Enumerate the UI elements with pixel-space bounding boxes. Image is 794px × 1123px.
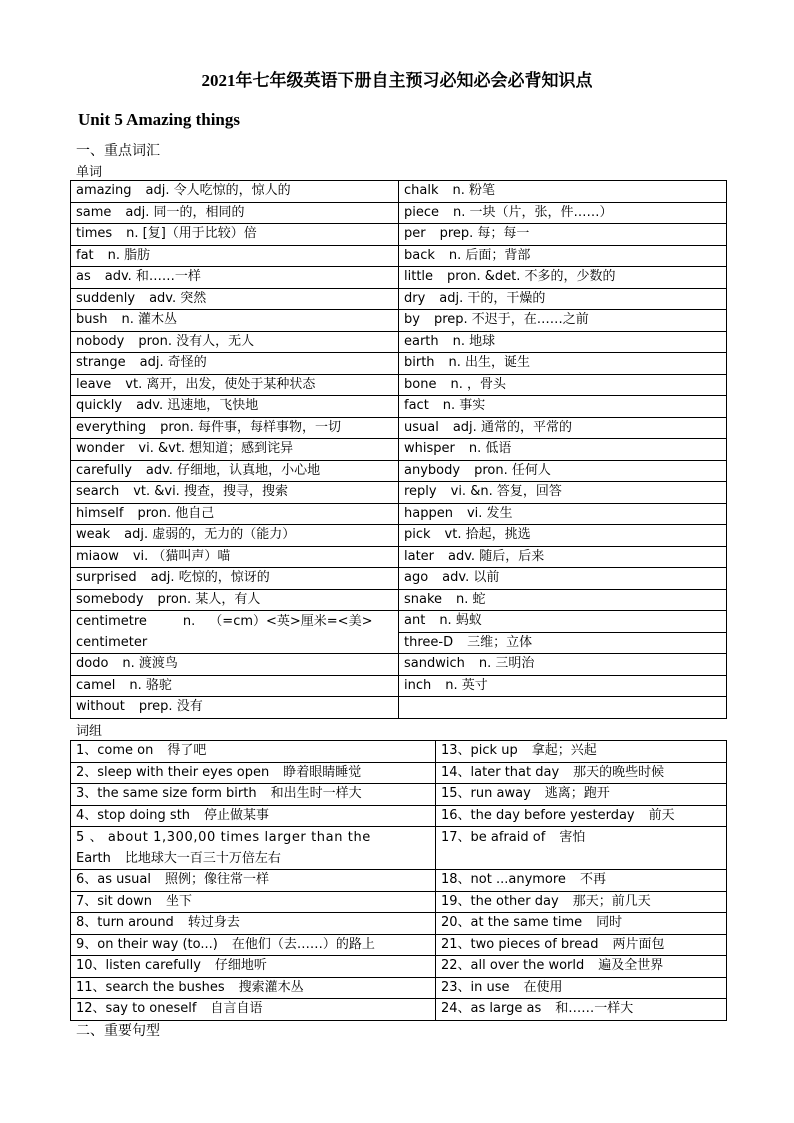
term: 22、all over the world: [441, 958, 585, 974]
definition: pron. 没有人，无人: [138, 333, 255, 349]
term: 14、later that day: [441, 764, 560, 780]
table-cell: [71, 353, 399, 375]
table-row: [71, 891, 727, 913]
definition: vt. 拾起，挑选: [444, 527, 531, 543]
table-cell: [71, 396, 399, 418]
definition: adj. 吃惊的，惊讶的: [150, 570, 270, 586]
table-row: [71, 267, 727, 289]
definition: vi. &vt. 想知道；感到诧异: [138, 441, 294, 457]
table-cell: [399, 697, 727, 719]
definition: pron. 每件事，每样事物，一切: [160, 419, 341, 435]
unit-title: Unit 5 Amazing things: [78, 110, 240, 129]
definition: 那天；前几天: [572, 893, 651, 909]
term: weak: [76, 527, 111, 543]
term-cont: Earth: [76, 851, 111, 866]
table-cell: [71, 331, 399, 353]
table-cell: [71, 827, 436, 870]
table-cell: [71, 697, 399, 719]
table-cell: [71, 611, 399, 654]
table-cell: [71, 503, 399, 525]
definition: 逃离；跑开: [544, 786, 610, 802]
term: suddenly: [76, 290, 136, 306]
words-table: [70, 180, 727, 719]
definition: pron. 某人，有人: [157, 591, 261, 607]
table-row: [71, 181, 727, 203]
definition: 拿起；兴起: [531, 743, 597, 759]
definition: 睁着眼睛睡觉: [283, 764, 362, 780]
term: surprised: [76, 570, 137, 586]
table-row: [71, 589, 727, 611]
table-cell: [399, 675, 727, 697]
table-cell: [71, 417, 399, 439]
definition: n. 脂肪: [107, 247, 151, 263]
term: 19、the other day: [441, 893, 559, 909]
term: inch: [404, 677, 432, 693]
definition: vt. &vi. 搜查，搜寻，搜索: [133, 484, 288, 500]
table-row: [71, 956, 727, 978]
phrases-label: 词组: [76, 724, 103, 739]
term: 9、on their way (to...): [76, 936, 218, 952]
term: somebody: [76, 591, 144, 607]
table-row: [71, 741, 727, 763]
table-cell: [71, 181, 399, 203]
definition: n. 骆驼: [129, 677, 172, 693]
table-row: [71, 654, 727, 676]
table-row: [71, 224, 727, 246]
table-row: [71, 374, 727, 396]
table-cell: [399, 482, 727, 504]
table-cell: [436, 762, 727, 784]
term: dodo: [76, 656, 109, 672]
definition: n. 英寸: [445, 677, 488, 693]
term: little: [404, 269, 434, 285]
definition: pron. &det. 不多的，少数的: [447, 269, 616, 285]
table-cell: [436, 934, 727, 956]
table-cell: [399, 288, 727, 310]
definition: n. 低语: [468, 441, 512, 457]
term: 23、in use: [441, 979, 510, 995]
term: birth: [404, 355, 435, 371]
table-row: [71, 913, 727, 935]
table-cell: [399, 353, 727, 375]
table-cell: [436, 956, 727, 978]
definition: n. 出生，诞生: [448, 355, 531, 371]
definition: 转过身去: [187, 915, 240, 931]
table-cell: [436, 891, 727, 913]
term: 4、stop doing sth: [76, 807, 191, 823]
table-row: [71, 675, 727, 697]
definition: pron. 任何人: [474, 462, 551, 478]
table-row: [71, 396, 727, 418]
definition: pron. 他自己: [137, 505, 215, 521]
definition-pos: n.: [182, 614, 196, 629]
page-title: 2021年七年级英语下册自主预习必知必会必背知识点: [201, 71, 593, 90]
table-row: [71, 525, 727, 547]
table-row: [71, 460, 727, 482]
term: as: [76, 269, 91, 285]
definition: adv. 迅速地，飞快地: [136, 398, 259, 414]
table-cell: [399, 331, 727, 353]
definition: n. ，骨头: [450, 376, 506, 392]
table-cell: [399, 267, 727, 289]
table-cell: [399, 632, 727, 654]
term: 11、search the bushes: [76, 979, 225, 995]
table-cell: [399, 546, 727, 568]
definition: vi. （猫叫声）喵: [132, 548, 231, 564]
definition: 两片面包: [612, 936, 665, 952]
table-row: [71, 245, 727, 267]
table-cell: [399, 396, 727, 418]
definition: adj. 干的，干燥的: [439, 290, 546, 306]
definition: 不再: [579, 872, 606, 888]
table-cell: [71, 999, 436, 1021]
table-cell: [399, 503, 727, 525]
table-cell: [399, 439, 727, 461]
term: 1、come on: [76, 743, 154, 759]
term: later: [404, 548, 435, 564]
table-row: [71, 784, 727, 806]
term: 17、be afraid of: [441, 830, 546, 845]
table-cell: [399, 181, 727, 203]
table-cell: [436, 741, 727, 763]
term: leave: [76, 376, 112, 392]
table-cell: [71, 956, 436, 978]
definition: adj. 同一的，相同的: [125, 204, 245, 220]
term: 21、two pieces of bread: [441, 936, 599, 952]
term: times: [76, 226, 113, 242]
table-row: [71, 482, 727, 504]
section-heading-vocabulary: 一、重点词汇: [76, 143, 160, 159]
table-cell: [71, 891, 436, 913]
definition: prep. 每；每一: [439, 226, 530, 242]
term: earth: [404, 333, 439, 349]
table-cell: [71, 460, 399, 482]
table-row: [71, 827, 727, 870]
term: chalk: [404, 183, 439, 199]
table-cell: [71, 913, 436, 935]
definition: n. 地球: [452, 333, 496, 349]
term: per: [404, 226, 426, 242]
term: 10、listen carefully: [76, 958, 201, 974]
definition: n. 蚂蚁: [439, 613, 482, 629]
table-cell: [436, 784, 727, 806]
term: 16、the day before yesterday: [441, 807, 635, 823]
term: 2、sleep with their eyes open: [76, 764, 270, 780]
definition: 遍及全世界: [598, 958, 664, 974]
table-cell: [71, 762, 436, 784]
table-cell: [71, 805, 436, 827]
term: piece: [404, 204, 440, 220]
definition: 那天的晚些时候: [573, 764, 665, 780]
definition: adv. 仔细地，认真地，小心地: [145, 462, 321, 478]
term: 12、say to oneself: [76, 1001, 197, 1017]
definition: adv. 以前: [442, 570, 500, 586]
table-row: [71, 870, 727, 892]
words-label: 单词: [76, 165, 103, 180]
term: 3、the same size form birth: [76, 786, 257, 802]
table-cell: [71, 589, 399, 611]
table-cell: [436, 827, 727, 870]
table-cell: [71, 202, 399, 224]
term: snake: [404, 591, 443, 607]
table-cell: [71, 224, 399, 246]
table-cell: [399, 245, 727, 267]
table-cell: [399, 568, 727, 590]
definition: 得了吧: [167, 743, 207, 759]
definition: n. [复]（用于比较）倍: [126, 226, 257, 242]
table-cell: [71, 310, 399, 332]
table-row: [71, 310, 727, 332]
definition: adv. 突然: [149, 290, 207, 306]
term: ago: [404, 570, 429, 586]
definition: 在使用: [523, 979, 563, 995]
table-row: [71, 417, 727, 439]
table-cell: [399, 374, 727, 396]
definition: n. 一块（片，张，件……）: [453, 204, 613, 220]
definition: n. 粉笔: [452, 183, 496, 199]
term: 13、pick up: [441, 743, 518, 759]
term-alt: centimeter: [76, 635, 148, 650]
definition: 三维；立体: [467, 634, 533, 650]
term: whisper: [404, 441, 455, 457]
definition: vi. &n. 答复，回答: [450, 484, 562, 500]
table-row: [71, 568, 727, 590]
table-row: [71, 762, 727, 784]
definition: prep. 不迟于，在……之前: [433, 312, 589, 328]
table-cell: [436, 913, 727, 935]
table-cell: [399, 202, 727, 224]
definition: （=cm）<英>厘米=<美>: [209, 614, 373, 629]
definition: 坐下: [165, 893, 192, 909]
definition: 前天: [648, 807, 675, 823]
term: reply: [404, 484, 437, 500]
term: 24、as large as: [441, 1001, 542, 1017]
definition: n. 事实: [442, 398, 486, 414]
term: 6、as usual: [76, 872, 151, 888]
definition: 自言自语: [210, 1001, 263, 1017]
definition: adv. 和……一样: [104, 269, 201, 285]
term: search: [76, 484, 120, 500]
term: himself: [76, 505, 124, 521]
term: by: [404, 312, 420, 328]
table-cell: [399, 224, 727, 246]
term: strange: [76, 355, 126, 371]
definition: 照例；像往常一样: [164, 872, 269, 888]
table-row: [71, 439, 727, 461]
table-row: [71, 202, 727, 224]
definition: n. 蛇: [456, 591, 486, 607]
table-cell: [399, 611, 727, 633]
section-heading-sentence-patterns: 二、重要句型: [76, 1023, 160, 1039]
table-cell: [436, 977, 727, 999]
definition: vi. 发生: [466, 505, 513, 521]
term: fact: [404, 398, 429, 414]
term: pick: [404, 527, 431, 543]
table-cell: [71, 482, 399, 504]
definition: 仔细地听: [214, 958, 267, 974]
term: ant: [404, 613, 426, 629]
table-cell: [71, 568, 399, 590]
definition: adj. 虚弱的，无力的（能力）: [124, 527, 296, 543]
table-row: [71, 999, 727, 1021]
table-cell: [436, 805, 727, 827]
term: camel: [76, 677, 116, 693]
term: three-D: [404, 634, 454, 650]
table-cell: [71, 439, 399, 461]
table-cell: [71, 675, 399, 697]
table-cell: [71, 374, 399, 396]
definition: adj. 令人吃惊的，惊人的: [145, 183, 291, 199]
term: 15、run away: [441, 786, 531, 802]
table-cell: [71, 934, 436, 956]
table-row: [71, 697, 727, 719]
table-cell: [71, 525, 399, 547]
table-cell: [436, 999, 727, 1021]
term: usual: [404, 419, 439, 435]
definition: n. 后面；背部: [448, 247, 531, 263]
term: dry: [404, 290, 426, 306]
table-cell: [71, 741, 436, 763]
term: 5 、 about 1,300,00 times larger than the: [76, 830, 371, 845]
term: sandwich: [404, 656, 465, 672]
table-row: [71, 331, 727, 353]
table-cell: [399, 417, 727, 439]
table-row: [71, 805, 727, 827]
phrases-table: [70, 740, 727, 1021]
definition: vt. 离开，出发，使处于某种状态: [125, 376, 316, 392]
term: everything: [76, 419, 147, 435]
table-cell: [399, 589, 727, 611]
term: miaow: [76, 548, 119, 564]
table-row: [71, 611, 727, 633]
table-row: [71, 353, 727, 375]
table-row: [71, 288, 727, 310]
definition: 同时: [596, 915, 623, 931]
table-cell: [399, 654, 727, 676]
term: quickly: [76, 398, 123, 414]
table-cell: [71, 870, 436, 892]
term: 7、sit down: [76, 893, 152, 909]
definition: 停止做某事: [204, 807, 270, 823]
term: anybody: [404, 462, 461, 478]
table-cell: [399, 525, 727, 547]
term: wonder: [76, 441, 125, 457]
term: 18、not ...anymore: [441, 872, 566, 888]
table-cell: [71, 546, 399, 568]
definition: 和出生时一样大: [270, 786, 362, 802]
definition: 害怕: [559, 830, 586, 845]
definition: n. 三明治: [478, 656, 535, 672]
table-cell: [71, 784, 436, 806]
definition: 搜索灌木丛: [238, 979, 304, 995]
definition: 比地球大一百三十万倍左右: [124, 851, 281, 866]
table-cell: [71, 245, 399, 267]
term: bone: [404, 376, 437, 392]
term: amazing: [76, 183, 132, 199]
definition: n. 渡渡鸟: [122, 656, 178, 672]
term: happen: [404, 505, 453, 521]
term: bush: [76, 312, 108, 328]
term: without: [76, 699, 125, 715]
table-row: [71, 503, 727, 525]
table-cell: [71, 288, 399, 310]
table-cell: [71, 977, 436, 999]
table-cell: [436, 870, 727, 892]
definition: n. 灌木丛: [121, 312, 178, 328]
term: carefully: [76, 462, 132, 478]
table-row: [71, 934, 727, 956]
table-cell: [399, 460, 727, 482]
term: fat: [76, 247, 94, 263]
table-cell: [71, 654, 399, 676]
definition: 和……一样大: [555, 1001, 634, 1017]
table-cell: [399, 310, 727, 332]
term: same: [76, 204, 112, 220]
term: 8、turn around: [76, 915, 174, 931]
term: back: [404, 247, 435, 263]
term: centimetre: [76, 614, 147, 629]
term: nobody: [76, 333, 125, 349]
definition: adj. 奇怪的: [139, 355, 207, 371]
table-row: [71, 546, 727, 568]
table-row: [71, 977, 727, 999]
definition: adj. 通常的，平常的: [452, 419, 572, 435]
term: 20、at the same time: [441, 915, 583, 931]
definition: prep. 没有: [138, 699, 203, 715]
table-cell: [71, 267, 399, 289]
definition: adv. 随后，后来: [448, 548, 545, 564]
definition: 在他们（去……）的路上: [231, 936, 375, 952]
